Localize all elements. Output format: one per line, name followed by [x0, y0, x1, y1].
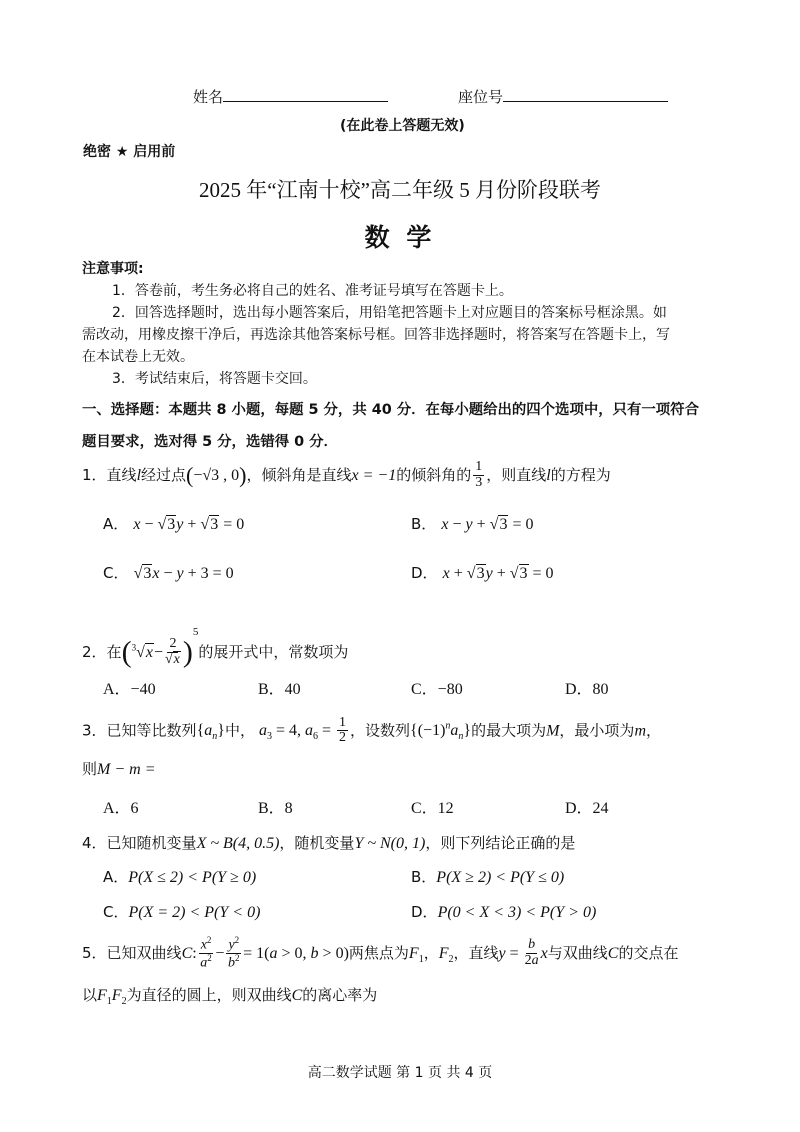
q4-text: 已知随机变量 — [106, 834, 197, 852]
q1-line-eq: x = −1 — [351, 467, 397, 484]
q3-option-b[interactable]: B．8 — [258, 800, 293, 817]
q4-text: ，则下列结论正确的是 — [425, 834, 576, 852]
q1-paren: ) — [239, 462, 247, 488]
question-3 — [82, 712, 661, 753]
q5-C: C — [607, 945, 619, 962]
q3-given: $a_3 = 4$, $a_6$ = — [258, 722, 336, 743]
q5-C: C — [291, 987, 303, 1004]
q3-option-c[interactable]: C．12 — [411, 800, 454, 817]
q3-text: 则 — [82, 760, 98, 778]
question-1 — [82, 458, 611, 493]
q4-option-d-label: D． — [411, 903, 438, 921]
q2-text: 的展开式中，常数项为 — [198, 643, 349, 661]
q1-option-a-label: A． — [103, 515, 129, 533]
q4-option-b-expr: P(X ≥ 2) < P(Y ≤ 0) — [436, 869, 565, 886]
q5-text: 与双曲线 — [547, 944, 608, 962]
section-heading-line1: 一、选择题：本题共 8 小题，每题 5 分，共 40 分．在每小题给出的四个选项中，只有一项符合 — [82, 402, 699, 418]
q4-option-c-expr: P(X = 2) < P(Y < 0) — [128, 904, 261, 921]
q1-l: l — [136, 467, 142, 484]
q5-frac-x: $\frac{x^2}{a^2}$ — [200, 934, 212, 971]
page-footer: 高二数学试题 第 1 页 共 4 页 — [307, 1065, 493, 1081]
q1-text: 的倾斜角的 — [396, 466, 472, 484]
q4-option-b-label: B． — [411, 868, 437, 886]
q1-option-b[interactable] — [411, 513, 533, 534]
q1-text: ，则直线 — [486, 466, 547, 484]
section-heading-line2: 题目要求，选对得 5 分，选错得 0 分． — [82, 434, 338, 450]
q1-point: −√3 , 0 — [193, 467, 240, 484]
q2-fraction — [165, 637, 181, 667]
q1-l: l — [546, 467, 551, 484]
q3-number: 3． — [82, 721, 107, 740]
q3-fraction: $\frac{1}{2}$ — [339, 714, 347, 746]
q1-option-c-expr: √3x − y + 3 = 0 — [133, 565, 234, 582]
q5-number: 5． — [82, 944, 107, 962]
q5-condition: = 1(a > 0, b > 0) — [243, 945, 349, 962]
q1-number: 1． — [82, 466, 107, 484]
q5-text: 两焦点为 — [348, 944, 409, 962]
q5-foci: F — [408, 945, 419, 962]
q5-text: 的交点在 — [618, 944, 679, 962]
q3-seq2: $\{(-1)^na_n\}$ — [410, 721, 472, 743]
q5-C: C — [181, 945, 193, 962]
invalid-note: (在此卷上答题无效) — [340, 118, 465, 134]
q1-text: 直线 — [106, 466, 137, 484]
q1-option-c[interactable] — [103, 562, 234, 583]
q3-text: ，最小项为 — [559, 721, 635, 740]
question-4 — [82, 832, 575, 853]
question-2 — [82, 608, 348, 677]
secret-mark: 绝密 ★ 启用前 — [83, 144, 176, 160]
q3-text: 已知等比数列 — [106, 721, 197, 740]
q1-option-b-expr: x − y + √3 = 0 — [441, 516, 534, 533]
q5-text: 的离心率为 — [302, 986, 378, 1004]
q3-text: ， — [646, 721, 662, 740]
exam-title: 2025 年“江南十校”高二年级 5 月份阶段联考 — [199, 178, 601, 202]
q1-option-d-expr: x + √3y + √3 = 0 — [442, 565, 554, 582]
q3-M: M — [546, 722, 560, 740]
q5-colon: : — [192, 945, 197, 962]
name-field-row — [193, 86, 388, 107]
q2-number: 2． — [82, 643, 107, 661]
q5-text: ，直线 — [453, 944, 499, 962]
q2-radicand: x — [145, 644, 153, 661]
q2-option-c[interactable]: C．−80 — [411, 681, 463, 698]
q3-option-d[interactable]: D．24 — [565, 800, 609, 817]
q5-text: 为直径的圆上，则双曲线 — [126, 986, 292, 1004]
q4-option-c-label: C． — [103, 903, 129, 921]
notice-item-3: 3．考试结束后，将答题卡交回。 — [112, 371, 317, 387]
q1-text: 经过点 — [141, 466, 187, 484]
q4-option-d-expr: P(0 < X < 3) < P(Y > 0) — [437, 904, 597, 921]
q2-frac-num: 2 — [169, 636, 177, 652]
question-5: 5．已知双曲线C: $\frac{x^2}{a^2}$ − $\frac{y^2}{b^2}$ = 1(a > 0, b > 0)两焦点为$F_1$，$F_2$，直线y = $\frac{b}{2a}$ x与双曲线C的交点在 — [82, 934, 679, 971]
q3-m: m — [634, 722, 646, 740]
notice-item-2-cont: 需改动，用橡皮擦干净后，再选涂其他答案标号框。回答非选择题时，将答案写在答题卡上，写 — [82, 327, 670, 343]
q1-frac-den: 3 — [475, 475, 483, 490]
subject-title: 数 学 — [364, 223, 436, 252]
name-blank — [223, 86, 388, 102]
name-label: 姓名 — [193, 88, 224, 106]
q5-text: 已知双曲线 — [106, 944, 182, 962]
q4-option-a-expr: P(X ≤ 2) < P(Y ≥ 0) — [128, 869, 257, 886]
q1-option-d-label: D． — [411, 564, 438, 582]
q2-cube-root: $^3$√x — [131, 642, 153, 661]
q4-option-d[interactable] — [411, 901, 596, 922]
q2-root-index: 3 — [131, 642, 137, 653]
q3-text: ，设数列 — [350, 721, 411, 740]
q5-frac-y: $\frac{y^2}{b^2}$ — [228, 934, 240, 971]
q1-option-c-label: C． — [103, 564, 129, 582]
q4-option-a[interactable] — [103, 866, 256, 887]
q4-normal: Y ~ N(0, 1) — [354, 835, 426, 852]
q2-option-b[interactable]: B．40 — [258, 681, 301, 698]
q3-expr: M − m = — [97, 761, 156, 778]
notice-item-1: 1．答卷前，考生务必将自己的姓名、准考证号填写在答题卡上。 — [112, 283, 513, 299]
q5-minus: − — [215, 945, 225, 962]
q1-text: 的方程为 — [550, 466, 611, 484]
q1-option-a-expr: x − √3y + √3 = 0 — [133, 516, 245, 533]
seat-field-row — [458, 86, 668, 107]
q2-text: 在 — [106, 643, 122, 661]
notice-item-2: 2．回答选择题时，选出每小题答案后，用铅笔把答题卡上对应题目的答案标号框涂黑。如 — [112, 305, 667, 321]
notice-title: 注意事项: — [82, 261, 144, 277]
q4-option-a-label: A． — [103, 868, 129, 886]
question-3-line2 — [82, 758, 156, 779]
q2-option-a[interactable]: A．−40 — [103, 681, 156, 698]
q5-line-eq: y = — [498, 945, 523, 962]
q1-text: ，倾斜角是直线 — [246, 466, 352, 484]
q3-seq: $\{a_n\}$ — [196, 722, 225, 743]
q3-option-a[interactable]: A．6 — [103, 800, 139, 817]
q1-option-a[interactable] — [103, 513, 244, 534]
q4-number: 4． — [82, 834, 107, 852]
q1-frac-num: 1 — [475, 459, 483, 475]
q1-paren: ( — [186, 462, 194, 488]
q5-text: 以 — [82, 986, 98, 1004]
question-5-line2: 以$F_1F_2$为直径的圆上，则双曲线C的离心率为 — [82, 986, 378, 1007]
q4-text: ，随机变量 — [279, 834, 355, 852]
q2-minus: − — [153, 644, 163, 661]
q3-text: 的最大项为 — [471, 721, 547, 740]
notice-item-2-end: 在本试卷上无效。 — [82, 349, 194, 365]
q5-frac-slope: $\frac{b}{2a}$ — [524, 937, 539, 968]
q2-frac-den: √x — [164, 652, 180, 667]
q2-exponent: 5 — [192, 626, 199, 638]
q1-option-d[interactable] — [411, 562, 554, 583]
q4-option-b[interactable] — [411, 866, 564, 887]
q5-f1f2: F — [97, 987, 107, 1004]
q4-option-c[interactable] — [103, 901, 260, 922]
seat-label: 座位号 — [458, 88, 504, 106]
q1-option-b-label: B． — [411, 515, 437, 533]
q2-paren: ( — [121, 635, 132, 669]
q1-fraction — [473, 460, 484, 490]
seat-blank — [503, 86, 668, 102]
q2-option-d[interactable]: D．80 — [565, 681, 609, 698]
q2-paren: ) — [182, 635, 193, 669]
q4-binomial: X ~ B(4, 0.5) — [196, 835, 280, 852]
q3-text: 中， — [224, 721, 255, 740]
